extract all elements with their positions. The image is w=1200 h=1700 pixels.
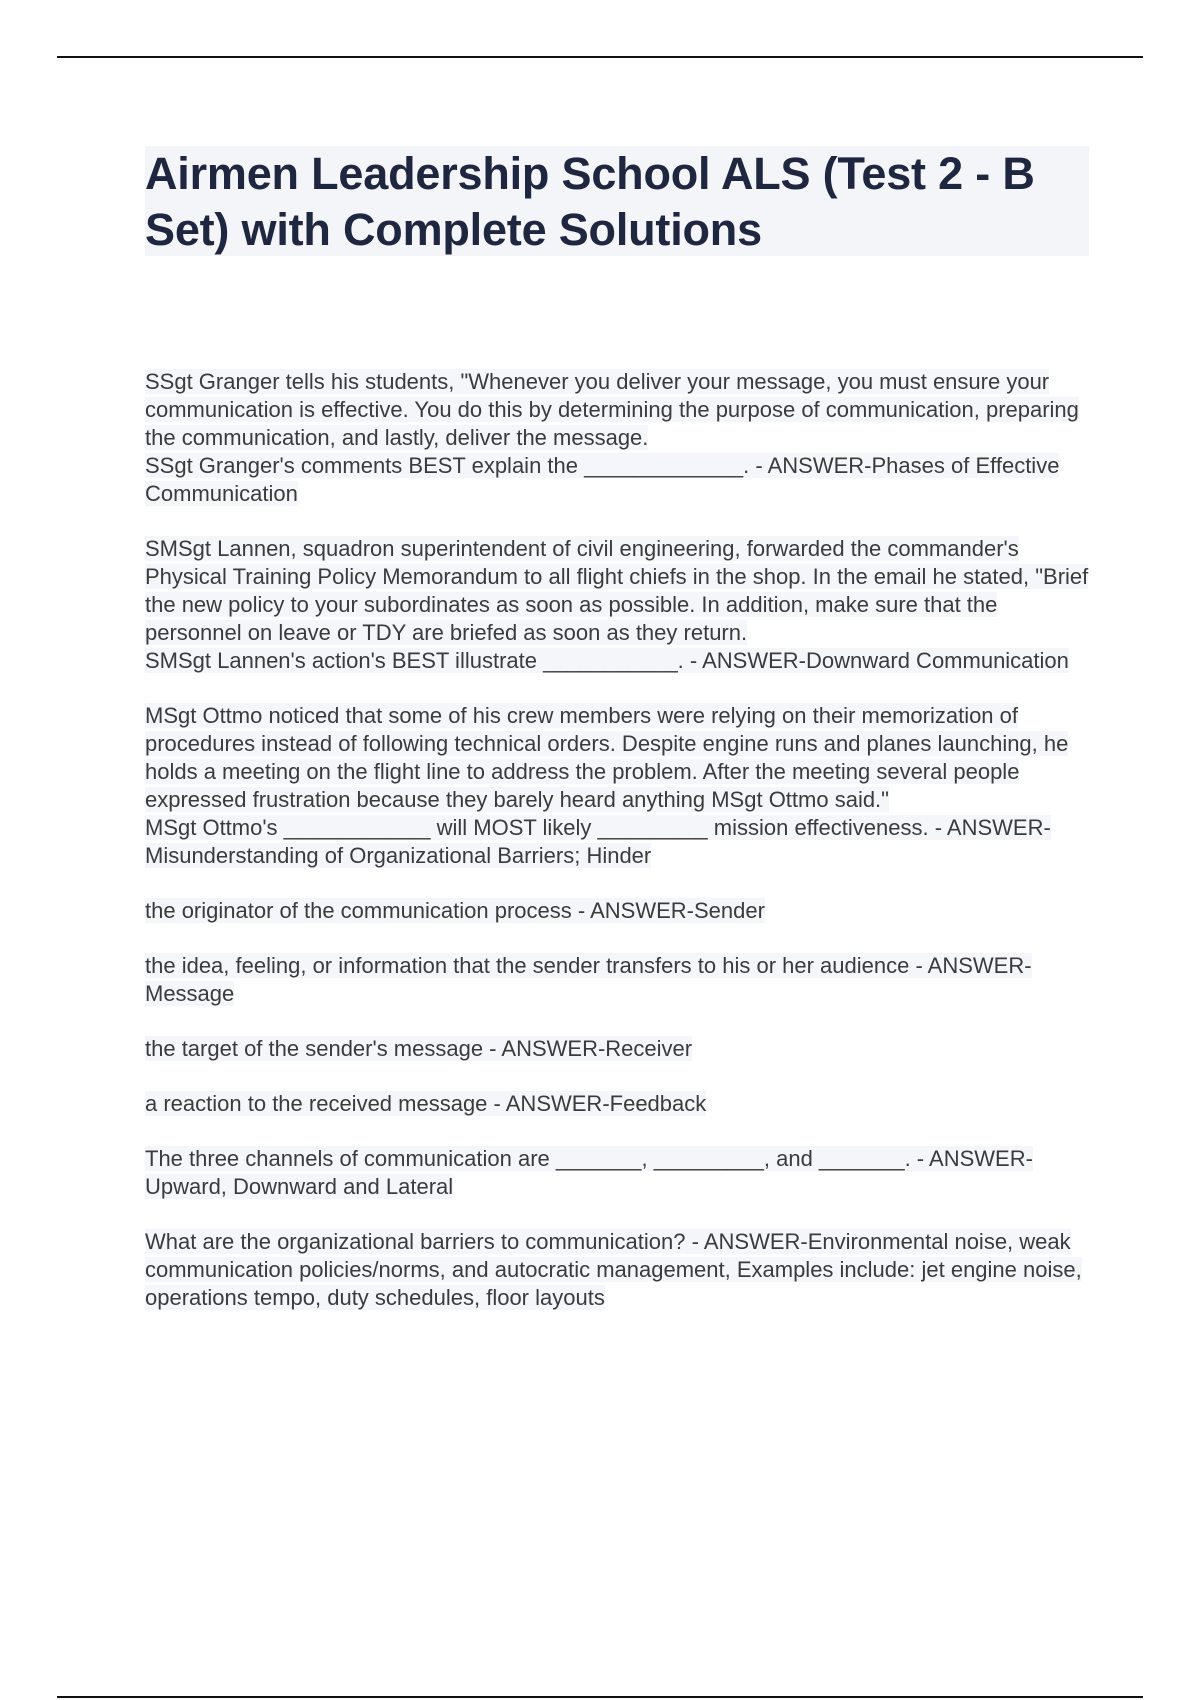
qa-item (145, 1090, 1095, 1118)
qa-list (145, 368, 1095, 1339)
qa-item (145, 368, 1095, 508)
qa-item-text: MSgt Ottmo noticed that some of his crew members were relying on their memorization of procedures instead of following technical orders. Despite engine runs and planes launching, he holds a meeting on the flight line to address the problem. After the meeting several people expressed frustration because they barely heard anything MSgt Ottmo said." MSgt Ottmo's ____________ will MOST likely _________ mission effectiveness. - ANSWER-Misunderstanding of Organizational Barriers; Hinder (145, 703, 1069, 868)
qa-item-text: the originator of the communication process - ANSWER-Sender (145, 898, 765, 923)
qa-item-text: SSgt Granger tells his students, "Whenever you deliver your message, you must ensure your communication is effective. You do this by determining the purpose of communication, preparing the communication, and lastly, deliver the message. SSgt Granger's comments BEST explain the _____________. - ANSWER-Phases of Effective Communication (145, 369, 1079, 506)
qa-item-text: a reaction to the received message - ANSWER-Feedback (145, 1091, 707, 1116)
footer-divider (57, 1696, 1143, 1698)
qa-item (145, 1035, 1095, 1063)
qa-item (145, 702, 1095, 870)
qa-item-text: SMSgt Lannen, squadron superintendent of civil engineering, forwarded the commander's Physical Training Policy Memorandum to all flight chiefs in the shop. In the email he stated, "Brief the new policy to your subordinates as soon as possible. In addition, make sure that the personnel on leave or TDY are briefed as soon as they return. SMSgt Lannen's action's BEST illustrate ___________. - ANSWER-Downward Communication (145, 536, 1089, 673)
qa-item (145, 897, 1095, 925)
qa-item-text: The three channels of communication are _______, _________, and _______. - ANSWER-Upward, Downward and Lateral (145, 1146, 1033, 1199)
qa-item-text: the idea, feeling, or information that the sender transfers to his or her audience - ANSWER-Message (145, 953, 1032, 1006)
qa-item-text: What are the organizational barriers to communication? - ANSWER-Environmental noise, weak communication policies/norms, and autocratic management, Examples include: jet engine noise, operations tempo, duty schedules, floor layouts (145, 1229, 1082, 1310)
qa-item (145, 535, 1095, 675)
document-title: Airmen Leadership School ALS (Test 2 - B Set) with Complete Solutions (145, 148, 1035, 255)
qa-item (145, 1228, 1095, 1312)
qa-item (145, 952, 1095, 1008)
qa-item-text: the target of the sender's message - ANSWER-Receiver (145, 1036, 693, 1061)
title-block (145, 146, 1089, 256)
qa-item (145, 1145, 1095, 1201)
header-divider (57, 56, 1143, 58)
